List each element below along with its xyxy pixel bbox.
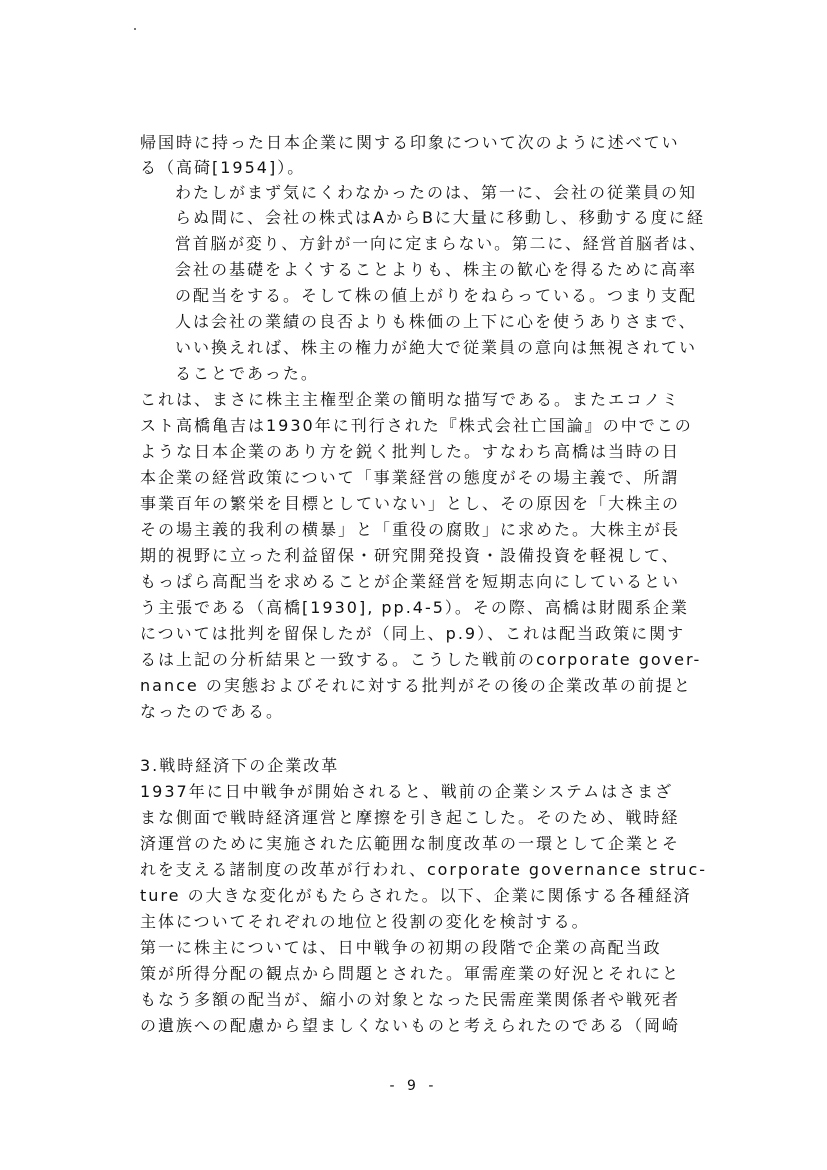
text-line: 期的視野に立った利益留保・研究開発投資・設備投資を軽視して、: [140, 546, 680, 565]
page-number: - 9 -: [389, 1078, 438, 1094]
text-line: ような日本企業のあり方を鋭く批判した。すなわち高橋は当時の日: [140, 442, 681, 461]
quote-line: 会社の基礎をよくすることよりも、株主の歓心を得るために高率: [175, 260, 698, 279]
text-line: ture の大きな変化がもたらされた。以下、企業に関係する各種経済: [140, 886, 692, 905]
quote-line: ることであった。: [175, 364, 319, 383]
text-line: これは、まさに株主主権型企業の簡明な描写である。またエコノミ: [140, 390, 681, 409]
quote-line: 人は会社の業績の良否よりも株価の上下に心を使うありさまで、: [175, 312, 697, 331]
text-line: その場主義的我利の横暴」と「重役の腐敗」に求めた。大株主が長: [140, 520, 681, 539]
text-line: 済運営のために実施された広範囲な制度改革の一環として企業とそ: [140, 834, 681, 853]
scan-speck: [134, 28, 136, 30]
text-line: なったのである。: [140, 702, 285, 721]
text-line: 主体についてそれぞれの地位と役割の変化を検討する。: [140, 912, 590, 931]
quote-line: 営首脳が変り、方針が一向に定まらない。第二に、経営首脳者は、: [175, 234, 707, 253]
text-line: については批判を留保したが（同上、p.9）、これは配当政策に関す: [140, 624, 686, 643]
text-line: 1937年に日中戦争が開始されると、戦前の企業システムはさまざ: [140, 782, 674, 801]
quote-line: の配当をする。そして株の値上がりをねらっている。つまり支配: [175, 286, 698, 305]
quote-line: いい換えれば、株主の権力が絶大で従業員の意向は無視されてい: [175, 338, 698, 357]
text-line: スト高橋亀吉は1930年に刊行された『株式会社亡国論』の中でこの: [140, 416, 693, 435]
quote-line: らぬ間に、会社の株式はAからBに大量に移動し、移動する度に経: [175, 208, 705, 227]
text-line: 帰国時に持った日本企業に関する印象について次のように述べてい: [140, 133, 680, 152]
text-line: 事業百年の繁栄を目標としていない」とし、その原因を「大株主の: [140, 494, 681, 513]
text-line: 本企業の経営政策について「事業経営の態度がその場主義で、所謂: [140, 468, 680, 487]
section-heading: 3.戦時経済下の企業改革: [140, 756, 340, 775]
quote-line: わたしがまず気にくわなかったのは、第一に、会社の従業員の知: [175, 183, 698, 202]
text-line: nance の実態およびそれに対する批判がその後の企業改革の前提と: [140, 676, 692, 695]
text-line: もっぱら高配当を求めることが企業経営を短期志向にしているとい: [140, 572, 681, 591]
text-line: う主張である（高橋[1930], pp.4-5）。その際、高橋は財閥系企業: [140, 598, 689, 617]
text-line: 策が所得分配の観点から問題とされた。軍需産業の好況とそれにと: [140, 964, 681, 983]
text-line: るは上記の分析結果と一致する。こうした戦前のcorporate gover-: [140, 650, 702, 669]
text-line: れを支える諸制度の改革が行われ、corporate governance struc-: [140, 860, 707, 879]
text-line: もなう多額の配当が、縮小の対象となった民需産業関係者や戦死者: [140, 990, 681, 1009]
text-line: まな側面で戦時経済運営と摩擦を引き起こした。そのため、戦時経: [140, 808, 680, 827]
text-line: 第一に株主については、日中戦争の初期の段階で企業の高配当政: [140, 938, 662, 957]
text-line: の遺族への配慮から望ましくないものと考えられたのである（岡崎: [140, 1016, 681, 1035]
text-line: る（高碕[1954]）。: [140, 158, 306, 177]
